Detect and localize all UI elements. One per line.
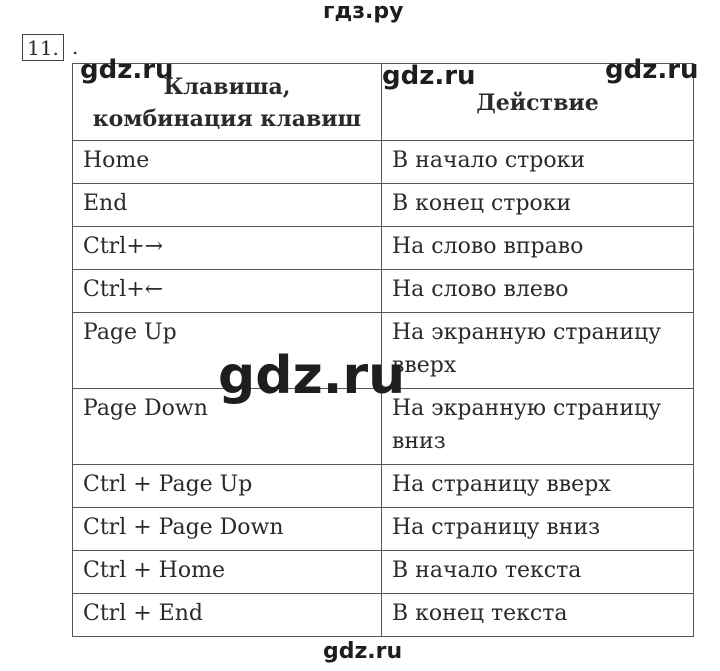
table-row [73,141,694,184]
header-key: Клавиша, комбинация клавиш [73,64,382,141]
action-cell: В конец текста [382,594,694,637]
key-cell: Ctrl + End [73,594,382,637]
watermark-header-mid: gdz.ru [382,61,476,91]
key-cell: Page Down [73,389,382,465]
table-row [73,594,694,637]
key-cell: Ctrl+→ [73,227,382,270]
key-cell: Ctrl + Page Up [73,465,382,508]
key-cell: End [73,184,382,227]
key-cell: Home [73,141,382,184]
table-row [73,270,694,313]
table-row [73,184,694,227]
action-cell: В конец строки [382,184,694,227]
action-cell: На страницу вверх [382,465,694,508]
table-row [73,465,694,508]
watermark-header-right: gdz.ru [605,55,699,85]
key-cell: Ctrl + Page Down [73,508,382,551]
action-cell: На слово влево [382,270,694,313]
key-cell: Ctrl + Home [73,551,382,594]
header-action: Действие [382,64,694,141]
watermark-center: gdz.ru [218,346,406,406]
watermark-bottom: gdz.ru [323,639,403,664]
task-number: 11. [22,34,64,61]
key-cell: Page Up [73,313,382,389]
action-cell: В начало текста [382,551,694,594]
table-row [73,551,694,594]
action-cell: На экранную страницу вниз [382,389,694,465]
watermark-top: гдз.ру [323,0,404,24]
action-cell: На страницу вниз [382,508,694,551]
table-row [73,508,694,551]
action-cell: В начало строки [382,141,694,184]
table-row [73,227,694,270]
key-cell: Ctrl+← [73,270,382,313]
action-cell: На экранную страницу вверх [382,313,694,389]
action-cell: На слово вправо [382,227,694,270]
task-dot: . [72,35,79,59]
watermark-header-left: gdz.ru [80,55,174,85]
